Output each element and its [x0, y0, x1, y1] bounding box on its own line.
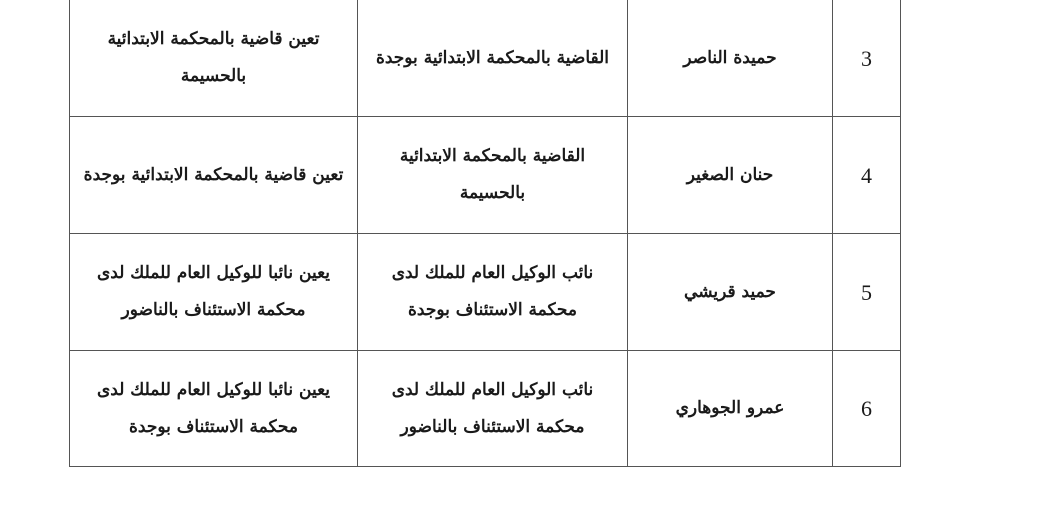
row-number: 5 [861, 279, 872, 305]
new-post-text: يعين نائبا للوكيل العام للملك لدى محكمة الاستئناف بالناضور [96, 263, 331, 320]
row-number-cell [833, 234, 901, 351]
table-row [70, 234, 901, 351]
new-post-cell [70, 0, 358, 117]
current-post-cell [358, 234, 628, 351]
appointments-table-container [69, 0, 900, 467]
appointments-table [69, 0, 901, 467]
row-number: 4 [861, 162, 872, 188]
name-cell [628, 234, 833, 351]
table-row [70, 351, 901, 467]
new-post-text: تعين قاضية بالمحكمة الابتدائية بوجدة [83, 164, 344, 185]
row-number-cell [833, 117, 901, 234]
table-row [70, 0, 901, 117]
current-post-cell [358, 351, 628, 467]
row-number-cell [833, 0, 901, 117]
person-name: عمرو الجوهاري [675, 398, 785, 418]
name-cell [628, 351, 833, 467]
new-post-cell [70, 117, 358, 234]
row-number: 6 [861, 396, 872, 421]
person-name: حميدة الناصر [683, 47, 777, 68]
person-name: حنان الصغير [686, 164, 774, 185]
current-post-text: نائب الوكيل العام للملك لدى محكمة الاستئناف بالناضور [391, 379, 594, 437]
current-post-cell [358, 117, 628, 234]
current-post-cell [358, 0, 628, 117]
row-number-cell [833, 351, 901, 467]
new-post-cell [70, 351, 358, 467]
person-name: حميد قريشي [684, 281, 776, 302]
current-post-text: القاضية بالمحكمة الابتدائية بالحسيمة [399, 146, 586, 203]
current-post-text: نائب الوكيل العام للملك لدى محكمة الاستئناف بوجدة [391, 263, 594, 320]
row-number: 3 [861, 45, 872, 71]
new-post-cell [70, 234, 358, 351]
new-post-text: تعين قاضية بالمحكمة الابتدائية بالحسيمة [107, 29, 320, 86]
current-post-text: القاضية بالمحكمة الابتدائية بوجدة [375, 47, 610, 68]
name-cell [628, 117, 833, 234]
new-post-text: يعين نائبا للوكيل العام للملك لدى محكمة الاستئناف بوجدة [96, 379, 331, 437]
table-row [70, 117, 901, 234]
name-cell [628, 0, 833, 117]
